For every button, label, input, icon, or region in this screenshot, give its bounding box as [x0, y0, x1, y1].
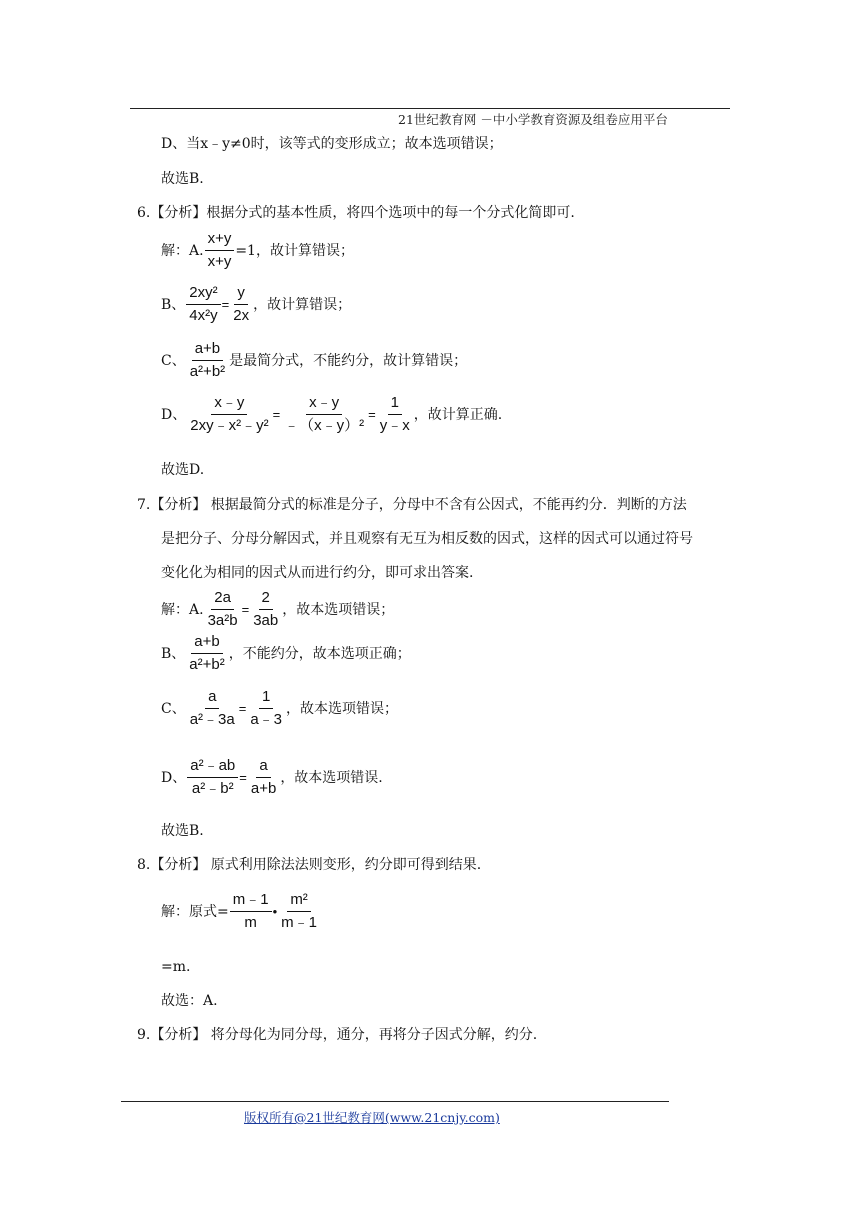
q7-c-numerator: a	[205, 687, 219, 709]
q8-analysis: 8.【分析】 原式利用除法法则变形，约分即可得到结果.	[137, 857, 482, 873]
q7-b-suffix: ，不能约分，故本选项正确；	[228, 645, 411, 662]
q6-d-fraction-3	[377, 393, 413, 436]
q7-analysis-line-1: 7.【分析】 根据最简分式的标准是分子，分母中不含有公因式，不能再约分．判断的方法	[137, 497, 687, 513]
q7-b-prefix: B、	[161, 645, 186, 662]
q7-c-fraction-left	[187, 687, 238, 730]
q8-denominator-2: m﹣1	[281, 914, 317, 931]
q6-b-equals: =	[221, 296, 230, 312]
q7-a-denominator: 3a²b	[207, 612, 238, 629]
q7-d-fraction-left	[187, 756, 238, 799]
footer-copyright-link[interactable]: 版权所有@21世纪教育网(www.21cnjy.com)	[244, 1110, 500, 1125]
q6-solution-d	[161, 393, 502, 436]
q6-b-fraction-left	[186, 283, 220, 326]
q7-c-suffix: ，故本选项错误；	[286, 700, 399, 717]
q6-d-fraction-2	[281, 393, 367, 436]
q7-c-fraction-right	[247, 687, 285, 730]
q8-prefix: 解：原式=	[161, 903, 229, 920]
q6-d-denominator-3: y﹣x	[379, 417, 410, 434]
q6-c-fraction	[187, 339, 228, 382]
q8-numerator-1: m﹣1	[230, 890, 272, 912]
q6-d-numerator-2: x﹣y	[306, 393, 342, 415]
q6-c-numerator: a+b	[192, 339, 223, 361]
q6-b-suffix: ，故计算错误；	[253, 296, 352, 313]
q6-d-fraction-1	[187, 393, 271, 436]
q7-d-numerator: a²﹣ab	[187, 756, 238, 778]
q7-a-denominator-2: 3ab	[253, 612, 279, 629]
q6-analysis: 6.【分析】根据分式的基本性质，将四个选项中的每一个分式化简即可.	[137, 205, 575, 221]
q8-denominator-1: m	[244, 914, 257, 931]
q6-a-numerator: x+y	[205, 229, 235, 251]
q8-fraction-2	[278, 890, 320, 933]
q7-c-denominator: a²﹣3a	[189, 711, 235, 728]
q7-c-equals: =	[238, 700, 247, 716]
q7-d-denominator-2: a+b	[250, 780, 277, 797]
q6-b-numerator: 2xy²	[186, 283, 220, 305]
q7-solution-c	[161, 687, 398, 730]
q6-d-equals-1: =	[272, 406, 281, 422]
q7-a-fraction-left	[205, 588, 241, 631]
q6-a-fraction	[205, 229, 235, 272]
q8-result: =m.	[161, 959, 191, 975]
q6-d-suffix: ，故计算正确.	[413, 406, 503, 423]
q6-c-denominator: a²+b²	[189, 363, 226, 380]
q7-analysis-line-3: 变化化为相同的因式从而进行约分，即可求出答案.	[161, 565, 474, 581]
q7-analysis-line-2: 是把分子、分母分解因式，并且观察有无互为相反数的因式，这样的因式可以通过符号	[161, 531, 693, 547]
q7-d-equals: =	[239, 769, 247, 785]
q7-choice: 故选B.	[161, 823, 204, 839]
q6-c-prefix: C、	[161, 352, 186, 369]
q8-fraction-1	[230, 890, 272, 933]
q7-b-fraction	[186, 632, 227, 675]
q6-c-suffix: 是最简分式，不能约分，故计算错误；	[229, 352, 468, 369]
q6-a-prefix: 解：A.	[161, 242, 204, 259]
q7-a-numerator-2: 2	[259, 588, 273, 610]
q7-d-numerator-2: a	[256, 756, 270, 778]
q7-b-numerator: a+b	[191, 632, 222, 654]
q7-a-numerator: 2a	[211, 588, 234, 610]
q7-d-prefix: D、	[161, 769, 187, 786]
q7-c-denominator-2: a﹣3	[250, 711, 283, 728]
q7-solution-a	[161, 588, 394, 631]
q5-option-d: D、当x﹣y≠0时，该等式的变形成立；故本选项错误；	[161, 136, 503, 152]
q6-b-prefix: B、	[161, 296, 186, 313]
q6-d-denominator: 2xy﹣x²﹣y²	[190, 417, 269, 434]
q7-d-suffix: ，故本选项错误.	[280, 769, 383, 786]
q7-d-fraction-right	[248, 756, 279, 799]
q8-numerator-2: m²	[287, 890, 311, 912]
q6-d-denominator-2: ﹣（x﹣y）²	[284, 417, 365, 434]
q6-a-result: =1，故计算错误；	[235, 242, 354, 259]
q7-solution-b	[161, 632, 411, 675]
q6-choice: 故选D.	[161, 462, 205, 478]
q6-solution-c	[161, 339, 467, 382]
q6-d-equals-2: =	[368, 406, 376, 422]
q6-b-fraction-right	[230, 283, 252, 326]
q7-a-fraction-right	[250, 588, 281, 631]
q6-b-numerator-2: y	[234, 283, 248, 305]
q8-dot: •	[272, 903, 278, 919]
q7-b-denominator: a²+b²	[189, 656, 225, 673]
q6-a-denominator: x+y	[207, 253, 232, 270]
header-rule	[130, 108, 730, 109]
header-site-text: 21世纪教育网 －中小学教育资源及组卷应用平台	[398, 112, 668, 127]
q6-d-numerator: x﹣y	[211, 393, 247, 415]
q6-d-prefix: D、	[161, 406, 187, 423]
q8-solution	[161, 890, 321, 933]
q7-solution-d	[161, 756, 383, 799]
q6-b-denominator-2: 2x	[233, 307, 250, 324]
q7-c-numerator-2: 1	[259, 687, 273, 709]
q6-b-denominator: 4x²y	[189, 307, 218, 324]
q6-d-numerator-3: 1	[388, 393, 402, 415]
q6-solution-a	[161, 229, 354, 272]
q7-a-suffix: ，故本选项错误；	[282, 601, 395, 618]
q6-solution-b	[161, 283, 351, 326]
q7-a-prefix: 解：A.	[161, 601, 204, 618]
footer-rule	[121, 1101, 669, 1102]
q8-choice: 故选：A.	[161, 993, 218, 1009]
q7-a-equals: =	[241, 601, 250, 617]
q9-analysis: 9.【分析】 将分母化为同分母，通分，再将分子因式分解，约分.	[137, 1027, 538, 1043]
q5-choice: 故选B.	[161, 171, 204, 187]
q7-d-denominator: a²﹣b²	[191, 780, 234, 797]
q7-c-prefix: C、	[161, 700, 186, 717]
